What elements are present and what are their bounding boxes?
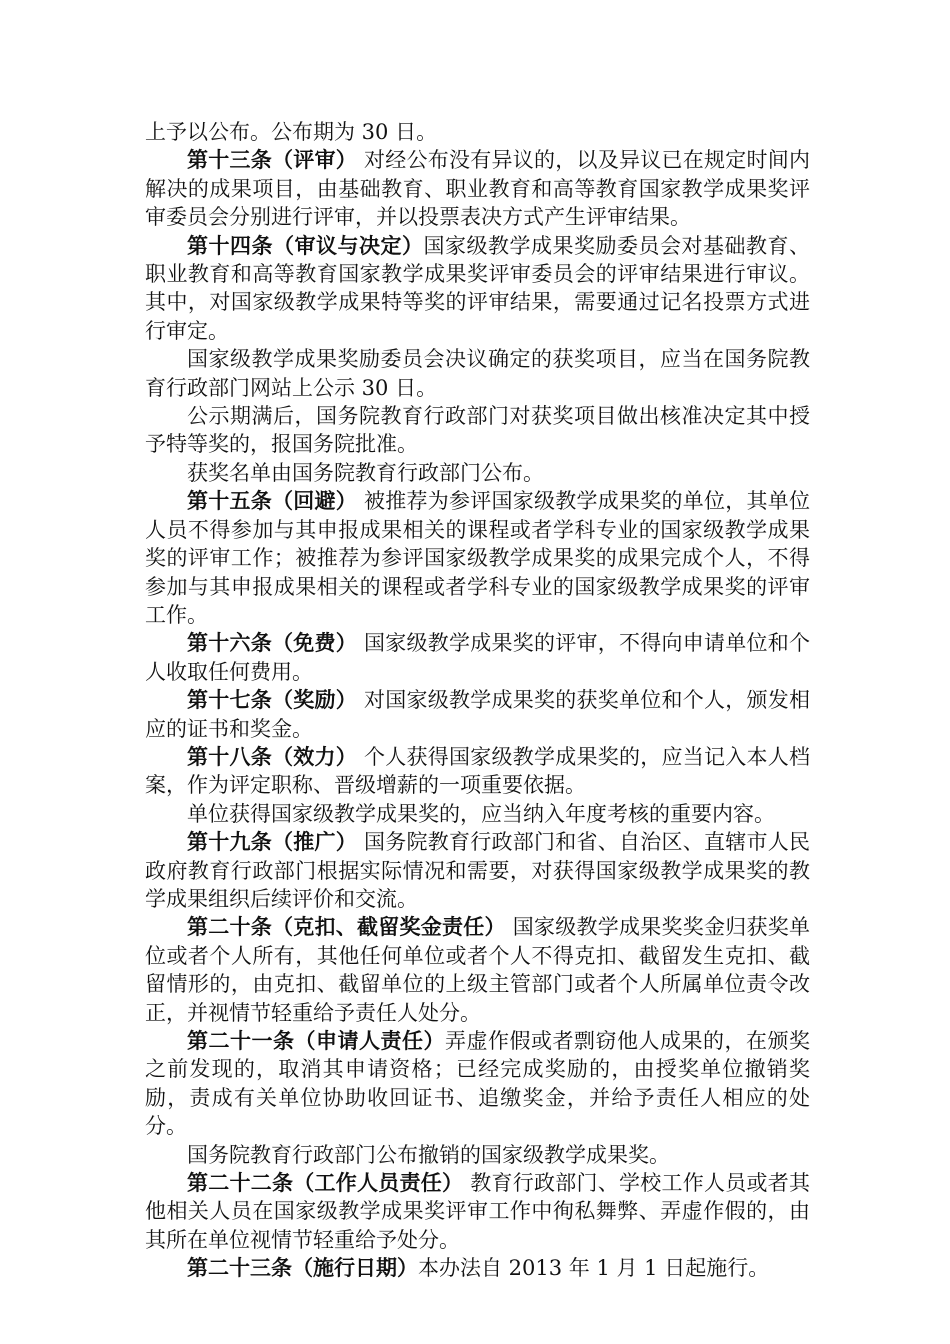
paragraph-text: 国家级教学成果奖励委员会决议确定的获奖项目，应当在国务院教育行政部门网站上公示 30 日。 [145, 347, 810, 400]
article-title: 第十三条（评审） [187, 148, 358, 173]
paragraph-text: 单位获得国家级教学成果奖的，应当纳入年度考核的重要内容。 [187, 801, 775, 826]
paragraph-text: 教育行政部门、学校工作人员或者其他相关人员在国家级教学成果奖评审工作中徇私舞弊、弄虚作假的，由其所在单位视情节轻重给予处分。 [145, 1171, 810, 1252]
paragraph-text: 本办法自 2013 年 1 月 1 日起施行。 [418, 1256, 770, 1281]
paragraph-text: 公示期满后，国务院教育行政部门对获奖项目做出核准决定其中授予特等奖的，报国务院批准。 [145, 404, 810, 457]
article-title: 第二十三条（施行日期） [187, 1256, 418, 1281]
paragraph-17 [145, 1254, 810, 1282]
article-title: 第十九条（推广） [187, 830, 358, 855]
paragraph-6 [145, 459, 810, 487]
paragraph-5 [145, 402, 810, 459]
paragraph-text: 被推荐为参评国家级教学成果奖的单位，其单位人员不得参加与其申报成果相关的课程或者学科专业的国家级教学成果奖的评审工作；被推荐为参评国家级教学成果奖的成果完成个人，不得参加与其申报成果相关的课程或者学科专业的国家级教学成果奖的评审工作。 [145, 489, 811, 627]
paragraph-13 [145, 913, 810, 1027]
paragraph-11 [145, 800, 810, 828]
paragraph-10 [145, 743, 810, 800]
paragraph-text: 国务院教育行政部门和省、自治区、直辖市人民政府教育行政部门根据实际情况和需要，对获得国家级教学成果奖的教学成果组织后续评价和交流。 [145, 830, 811, 911]
paragraph-text: 获奖名单由国务院教育行政部门公布。 [187, 460, 544, 485]
paragraph-9 [145, 686, 810, 743]
paragraph-16 [145, 1169, 810, 1254]
article-title: 第十六条（免费） [187, 631, 358, 656]
paragraph-15 [145, 1141, 810, 1169]
paragraph-text: 国家级教学成果奖的评审，不得向申请单位和个人收取任何费用。 [145, 631, 811, 684]
paragraph-text: 对经公布没有异议的，以及异议已在规定时间内解决的成果项目，由基础教育、职业教育和高等教育国家教学成果奖评审委员会分别进行评审，并以投票表决方式产生评审结果。 [145, 148, 811, 230]
paragraph-8 [145, 629, 810, 686]
document-body [145, 118, 810, 1283]
article-title: 第十七条（奖励） [187, 688, 358, 713]
article-title: 第二十条（克扣、截留奖金责任） [187, 915, 506, 940]
paragraph-text: 国家级教学成果奖奖金归获奖单位或者个人所有，其他任何单位或者个人不得克扣、截留发生克扣、截留情形的，由克扣、截留单位的上级主管部门或者个人所属单位责令改正，并视情节轻重给予责任人处分。 [145, 915, 810, 1025]
paragraph-text: 国家级教学成果奖励委员会对基础教育、职业教育和高等教育国家教学成果奖评审委员会的评审结果进行审议。其中，对国家级教学成果特等奖的评审结果，需要通过记名投票方式进行审定。 [145, 233, 810, 343]
paragraph-text: 上予以公布。公布期为 30 日。 [145, 120, 438, 144]
paragraph-3 [145, 232, 810, 346]
paragraph-text: 对国家级教学成果奖的获奖单位和个人，颁发相应的证书和奖金。 [145, 688, 811, 741]
article-title: 第十八条（效力） [187, 744, 358, 769]
paragraph-14 [145, 1027, 810, 1141]
paragraph-7 [145, 487, 810, 629]
paragraph-12 [145, 828, 810, 913]
article-title: 第十四条（审议与决定） [187, 233, 424, 258]
paragraph-text: 弄虚作假或者剽窃他人成果的，在颁奖之前发现的，取消其申请资格；已经完成奖励的，由授奖单位撤销奖励，责成有关单位协助收回证书、追缴奖金，并给予责任人相应的处分。 [145, 1029, 810, 1139]
article-title: 第十五条（回避） [187, 489, 358, 514]
paragraph-1 [145, 118, 810, 146]
paragraph-2 [145, 146, 810, 231]
paragraph-text: 国务院教育行政部门公布撤销的国家级教学成果奖。 [187, 1142, 670, 1167]
article-title: 第二十二条（工作人员责任） [187, 1171, 464, 1196]
article-title: 第二十一条（申请人责任） [187, 1029, 445, 1053]
paragraph-4 [145, 345, 810, 402]
paragraph-text: 个人获得国家级教学成果奖的，应当记入本人档案，作为评定职称、晋级增薪的一项重要依据。 [145, 744, 811, 798]
